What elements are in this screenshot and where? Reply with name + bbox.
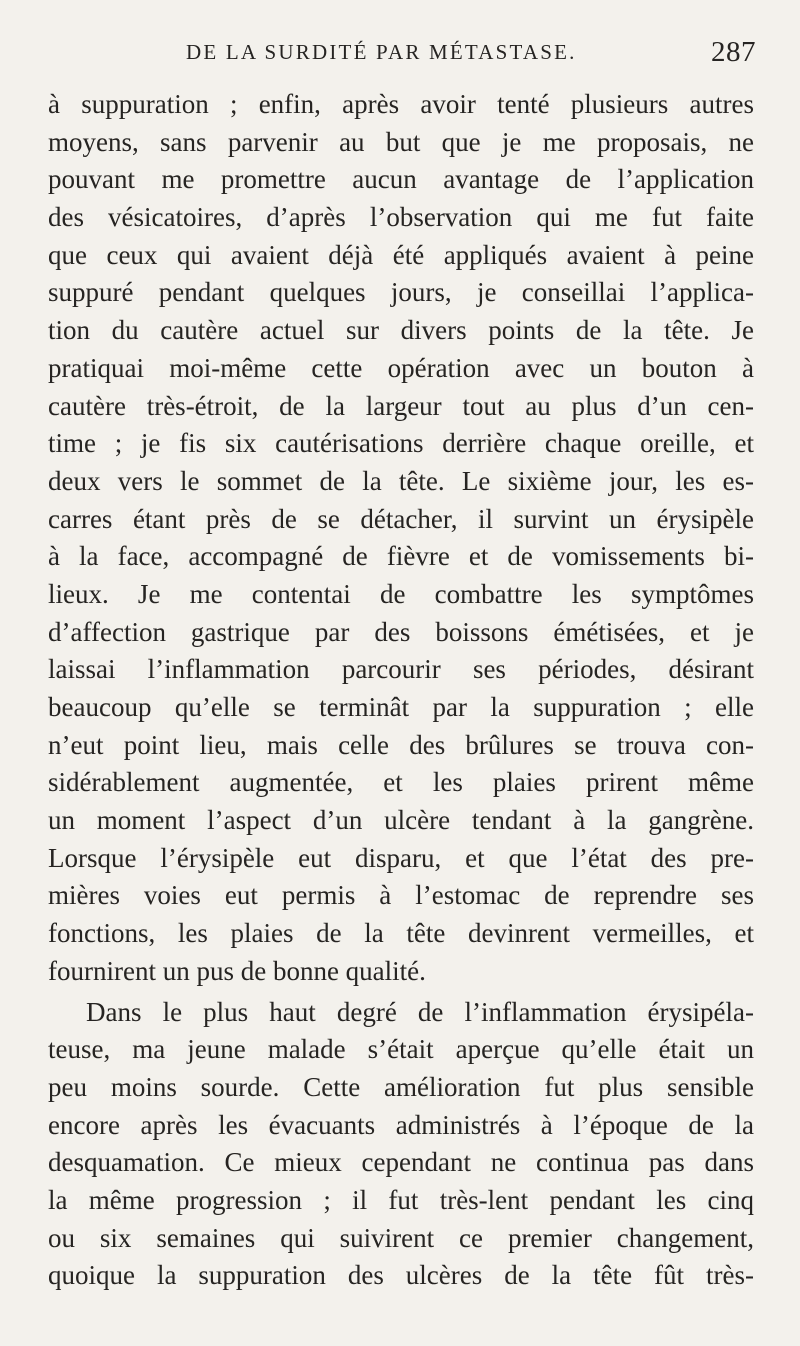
text-line: laissai l’inflammation parcourir ses périodes, désirant [48,654,754,685]
text-line: la même progression ; il fut très-lent pendant les cinq [48,1184,754,1215]
text-line: moyens, sans parvenir au but que je me proposais, ne [48,126,754,157]
text-line: peu moins sourde. Cette amélioration fut plus sensible [48,1071,754,1102]
running-title: DE LA SURDITÉ PAR MÉTASTASE. [186,40,577,64]
text-line: quoique la suppuration des ulcères de la tête fût très- [48,1260,754,1291]
text-line: ou six semaines qui suivirent ce premier changement, [48,1222,754,1253]
text-line: mières voies eut permis à l’estomac de reprendre ses [48,880,754,911]
text-line: carres étant près de se détacher, il survint un érysipèle [48,503,754,534]
text-line: fournirent un pus de bonne qualité. [48,955,426,986]
paragraph [48,994,754,1296]
text-line: pouvant me promettre aucun avantage de l’application [48,164,754,195]
text-line: Lorsque l’érysipèle eut disparu, et que l’état des pre- [48,842,754,873]
text-line: encore après les évacuants administrés à l’époque de la [48,1109,754,1140]
page-number: 287 [711,36,756,68]
text-line: à la face, accompagné de fièvre et de vomissements bi- [48,541,754,572]
running-head [186,36,756,72]
text-line: beaucoup qu’elle se terminât par la suppuration ; elle [48,692,754,722]
text-line: desquamation. Ce mieux cependant ne continua pas dans [48,1147,754,1178]
paragraph [48,86,754,991]
text-line: teuse, ma jeune malade s’était aperçue qu’elle était un [48,1034,754,1065]
text-line: sidérablement augmentée, et les plaies prirent même [48,767,754,798]
text-line: n’eut point lieu, mais celle des brûlures se trouva con- [48,729,754,760]
body-text [48,86,754,1295]
text-line: des vésicatoires, d’après l’observation qui me fut faite [48,202,754,233]
text-line: deux vers le sommet de la tête. Le sixième jour, les es- [48,465,754,496]
text-line: suppuré pendant quelques jours, je conseillai l’applica- [48,277,754,308]
text-line: que ceux qui avaient déjà été appliqués avaient à peine [48,239,754,270]
text-line: un moment l’aspect d’un ulcère tendant à la gangrène. [48,805,754,836]
text-line: à suppuration ; enfin, après avoir tenté plusieurs autres [48,89,754,119]
text-line: fonctions, les plaies de la tête devinrent vermeilles, et [48,918,754,949]
text-line: d’affection gastrique par des boissons émétisées, et je [48,616,754,647]
text-line: cautère très-étroit, de la largeur tout au plus d’un cen- [48,390,754,421]
text-line: tion du cautère actuel sur divers points de la tête. Je [48,315,754,346]
text-line: Dans le plus haut degré de l’inflammation érysipéla- [86,996,754,1027]
text-line: lieux. Je me contentai de combattre les symptômes [48,578,754,609]
text-line: time ; je fis six cautérisations derrière chaque oreille, et [48,428,754,459]
text-line: pratiquai moi-même cette opération avec un bouton à [48,352,754,383]
